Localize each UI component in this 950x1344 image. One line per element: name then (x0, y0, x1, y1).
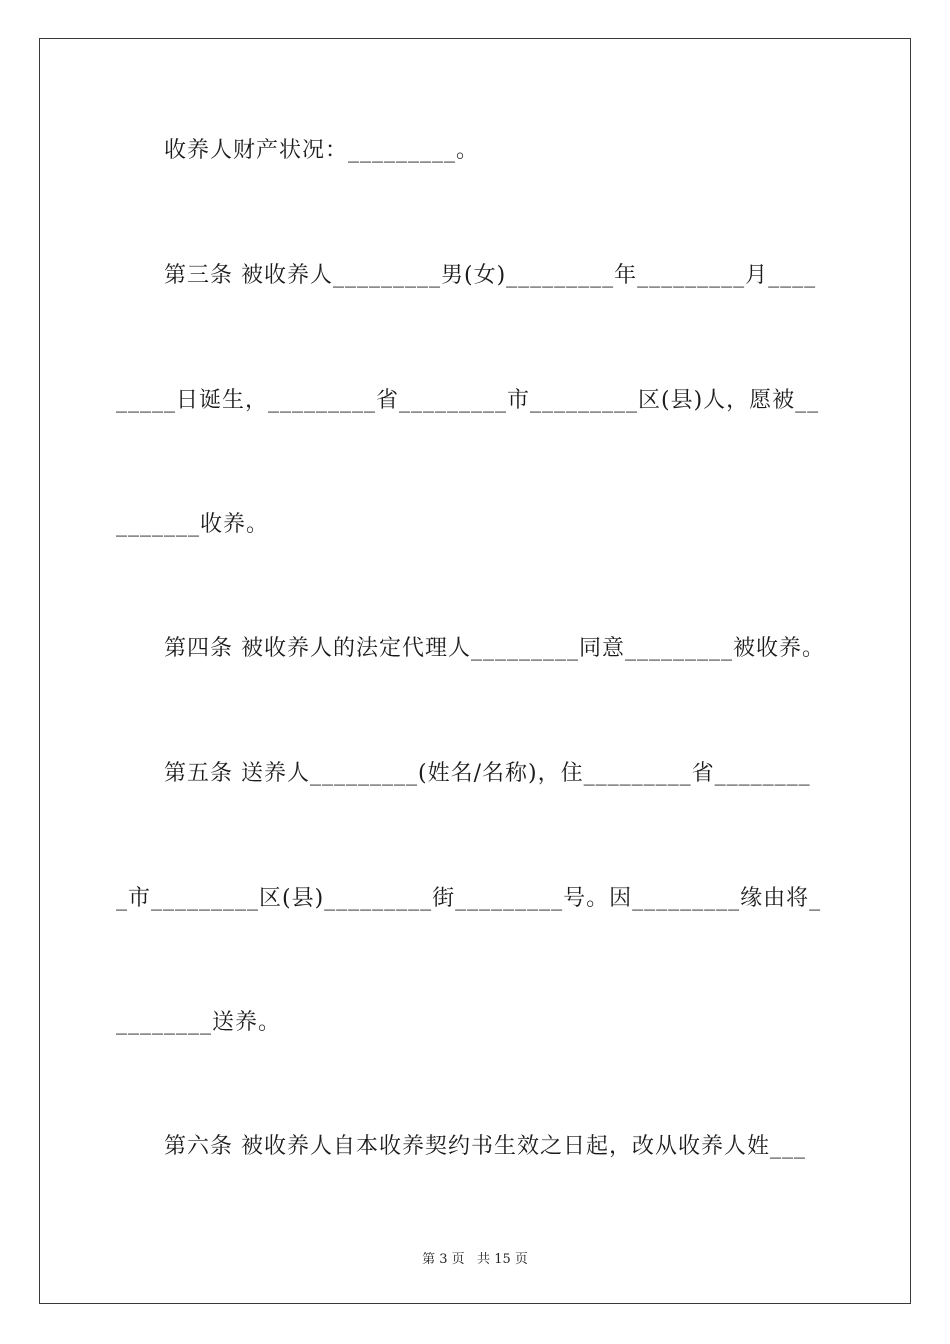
page-border (39, 38, 911, 1304)
text-line: _市_________区(县)_________街_________号。因_________缘由将_ (116, 886, 822, 911)
text-line: 第五条 送养人_________(姓名/名称)，住_________省________ (164, 761, 811, 786)
text-line: 第六条 被收养人自本收养契约书生效之日起，改从收养人姓___ (164, 1134, 806, 1159)
page-number-footer: 第 3 页 共 15 页 (422, 1252, 528, 1267)
text-line: _____日诞生，_________省_________市_________区(县)人，愿被__ (116, 388, 820, 413)
text-line: _______收养。 (116, 512, 270, 537)
text-line: 收养人财产状况：_________。 (164, 138, 480, 163)
text-line: ________送养。 (116, 1010, 282, 1035)
text-line: 第三条 被收养人_________男(女)_________年_________月____ (164, 263, 817, 288)
text-line: 第四条 被收养人的法定代理人_________同意_________被收养。 (164, 636, 825, 661)
